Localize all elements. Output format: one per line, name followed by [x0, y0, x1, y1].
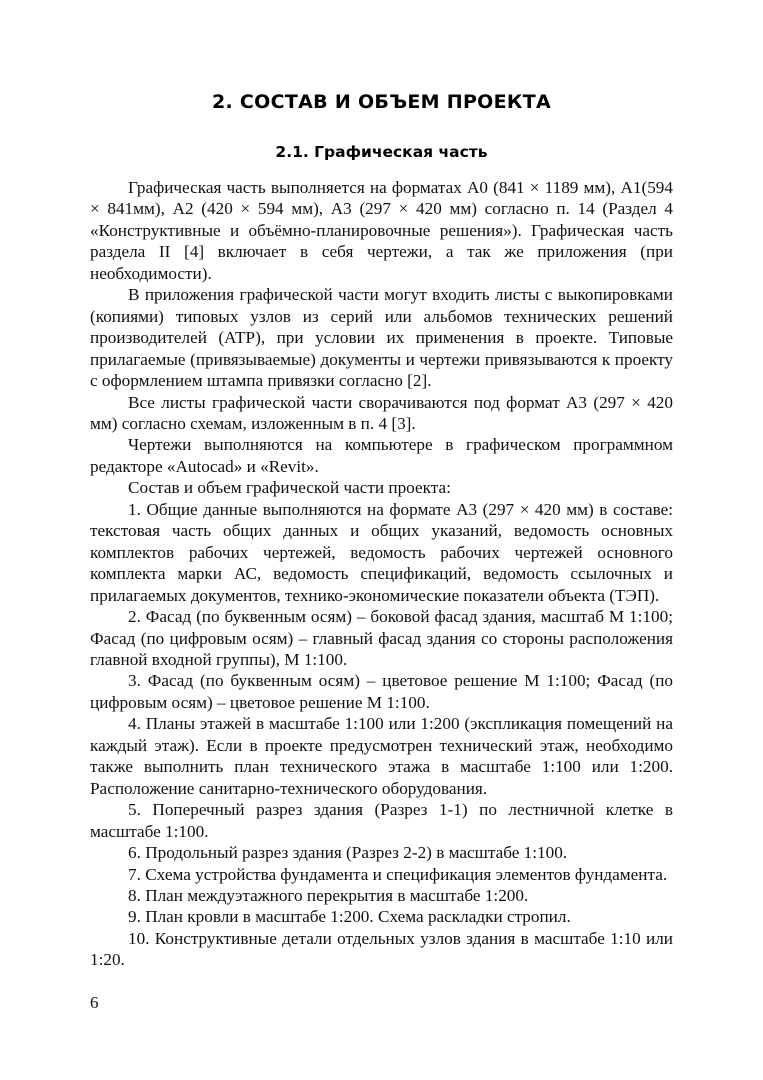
paragraph-appendices: В приложения графической части могут входить листы с выкопировками (копиями) типовых узлов из серий или альбомов технических решений производителей (АТР), при условии их применения в проекте. Типовые прилагаемые (привязываемые) документы и чертежи привязываются к проекту с оформлением штампа привязки согласно [2].	[90, 285, 673, 391]
list-item-floor-slab: 8. План междуэтажного перекрытия в масштабе 1:200.	[128, 885, 529, 905]
section-title: 2.1. Графическая часть	[275, 143, 488, 161]
paragraph-software: Чертежи выполняются на компьютере в графическом программном редакторе «Autocad» и «Revit».	[90, 435, 673, 476]
paragraph-folding: Все листы графической части сворачиваются под формат А3 (297 × 420 мм) согласно схемам, изложенным в п. 4 [3].	[90, 392, 673, 433]
paragraph-formats: Графическая часть выполняется на форматах А0 (841 × 1189 мм), А1(594 × 841мм), А2 (420 × 594 мм), А3 (297 × 420 мм) согласно п. 14 (Раздел 4 «Конструктивные и объёмно-планировочные решения»). Графическая часть раздела II [4] включает в себя чертежи, а так же приложения (при необходимости).	[90, 178, 673, 283]
list-item-longitudinal-section: 6. Продольный разрез здания (Разрез 2-2) в масштабе 1:100.	[128, 843, 568, 863]
paragraph-composition-intro: Состав и объем графической части проекта:	[128, 478, 451, 498]
list-item-facade-color: 3. Фасад (по буквенным осям) – цветовое решение М 1:100; Фасад (по цифровым осям) – цветовое решение М 1:100.	[90, 671, 673, 712]
chapter-title: 2. СОСТАВ И ОБЪЕМ ПРОЕКТА	[211, 91, 551, 113]
list-item-cross-section: 5. Поперечный разрез здания (Разрез 1-1) по лестничной клетке в масштабе 1:100.	[90, 800, 673, 841]
list-item-roof-plan: 9. План кровли в масштабе 1:200. Схема раскладки стропил.	[128, 907, 571, 927]
list-item-foundation: 7. Схема устройства фундамента и спецификация элементов фундамента.	[128, 864, 668, 884]
list-item-floor-plans: 4. Планы этажей в масштабе 1:100 или 1:200 (экспликация помещений на каждый этаж). Если в проекте предусмотрен технический этаж, необходимо также выполнить план технического этажа в масштабе 1:100 или 1:200. Расположение санитарно-технического оборудования.	[90, 714, 673, 798]
list-item-general-data: 1. Общие данные выполняются на формате А3 (297 × 420 мм) в составе: текстовая часть общих данных и общих указаний, ведомость основных комплектов рабочих чертежей, ведомость рабочих чертежей основного комплекта марки АС, ведомость спецификаций, ведомость ссылочных и прилагаемых документов, технико-экономические показатели объекта (ТЭП).	[90, 499, 673, 605]
list-item-facade: 2. Фасад (по буквенным осям) – боковой фасад здания, масштаб М 1:100; Фасад (по цифровым осям) – главный фасад здания со стороны расположения главной входной группы), М 1:100.	[90, 607, 673, 669]
page-number: 6	[90, 993, 99, 1012]
list-item-details: 10. Конструктивные детали отдельных узлов здания в масштабе 1:10 или 1:20.	[90, 928, 673, 970]
body-text	[90, 177, 673, 971]
